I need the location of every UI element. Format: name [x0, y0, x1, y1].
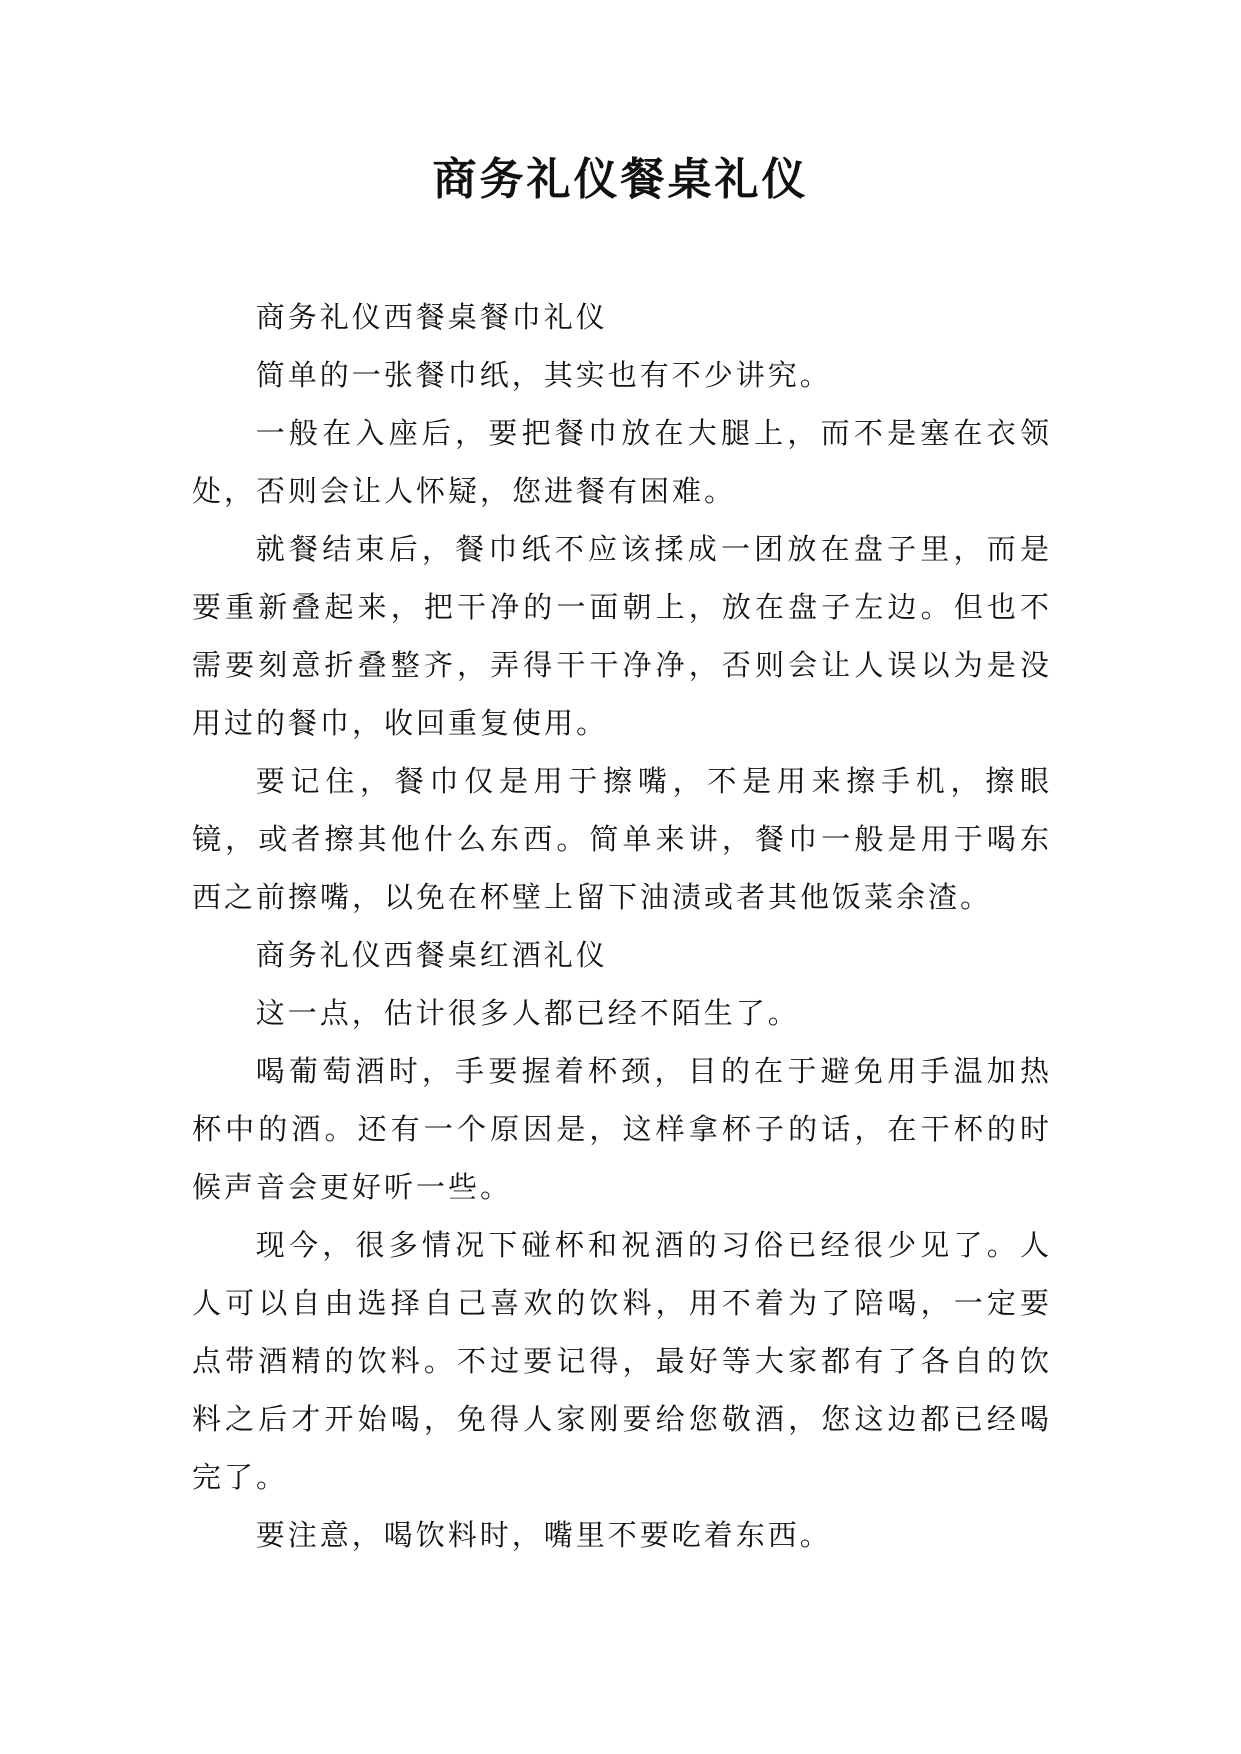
- paragraph: 现今，很多情况下碰杯和祝酒的习俗已经很少见了。人人可以自由选择自己喜欢的饮料，用不着为了陪喝，一定要点带酒精的饮料。不过要记得，最好等大家都有了各自的饮料之后才开始喝，免得人家刚要给您敬酒，您这边都已经喝完了。: [192, 1228, 1052, 1494]
- paragraph: 一般在入座后，要把餐巾放在大腿上，而不是塞在衣领处，否则会让人怀疑，您进餐有困难。: [192, 416, 1052, 508]
- paragraph: 要注意，喝饮料时，嘴里不要吃着东西。: [255, 1518, 832, 1552]
- paragraph: 要记住，餐巾仅是用于擦嘴，不是用来擦手机，擦眼镜，或者擦其他什么东西。简单来讲，餐巾一般是用于喝东西之前擦嘴，以免在杯壁上留下油渍或者其他饭菜余渣。: [192, 764, 1052, 914]
- paragraph: 这一点，估计很多人都已经不陌生了。: [255, 996, 800, 1030]
- section-heading-napkin: 商务礼仪西餐桌餐巾礼仪: [255, 300, 608, 334]
- paragraph: 就餐结束后，餐巾纸不应该揉成一团放在盘子里，而是要重新叠起来，把干净的一面朝上，放在盘子左边。但也不需要刻意折叠整齐，弄得干干净净，否则会让人误以为是没用过的餐巾，收回重复使用。: [192, 532, 1052, 740]
- document-body: [192, 288, 1052, 1564]
- document-title: 商务礼仪餐桌礼仪: [432, 154, 809, 205]
- paragraph: 喝葡萄酒时，手要握着杯颈，目的在于避免用手温加热杯中的酒。还有一个原因是，这样拿杯子的话，在干杯的时候声音会更好听一些。: [192, 1054, 1052, 1204]
- paragraph: 简单的一张餐巾纸，其实也有不少讲究。: [255, 358, 832, 392]
- section-heading-wine: 商务礼仪西餐桌红酒礼仪: [255, 938, 608, 972]
